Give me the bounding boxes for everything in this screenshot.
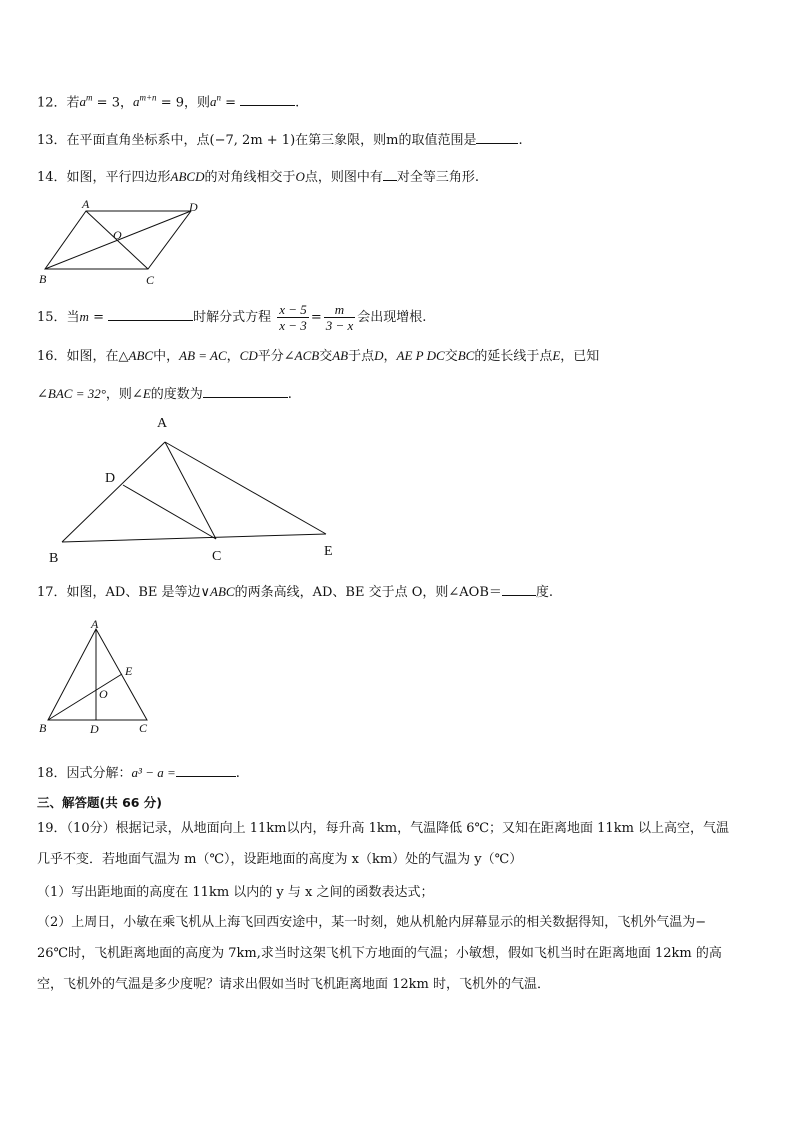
q16-d: 平分: [257, 349, 284, 364]
q16-cd: CD: [239, 348, 258, 363]
q13-mid: 在第三象限，则m的取值范围是: [295, 133, 477, 148]
question-15: 15．当m = 时解分式方程 $\frac{x - 5}{x - 3}$ = $\frac{m}{3 - x}$ 会出现增根.: [37, 302, 427, 333]
q16-acb: ∠ACB: [283, 348, 320, 363]
q19-line-3: （1）写出距地面的高度在 11km 以内的 y 与 x 之间的函数表达式；: [37, 885, 434, 900]
q17-end: 度.: [535, 585, 554, 600]
q18-answer-blank[interactable]: [176, 764, 236, 777]
q16-ept: E: [552, 348, 561, 363]
q14-text: 14．如图，平行四边形: [37, 170, 171, 185]
question-14: [37, 168, 479, 187]
figure-17-equilateral-triangle: [36, 616, 161, 738]
q16-angle-e: ∠E: [131, 386, 151, 401]
q16-ab2: AB: [332, 348, 349, 363]
label-e: E: [324, 544, 333, 559]
q16-answer-blank[interactable]: [203, 385, 288, 398]
q14-mid: 的对角线相交于: [204, 170, 296, 185]
q16-f: 于点: [348, 349, 375, 364]
q18-text: 18．因式分解：: [37, 766, 132, 781]
q16-e: 交: [319, 349, 333, 364]
q18-expr: a³ − a =: [131, 765, 176, 780]
q13-answer-blank[interactable]: [476, 131, 518, 144]
q14-post: 点，则图中有: [304, 170, 383, 185]
q12-a3: $a^n$: [210, 93, 221, 110]
question-12: [37, 89, 299, 112]
q16-tri: △ABC: [118, 348, 154, 363]
frac1-den: x − 3: [279, 318, 307, 333]
q12-text: 12．若: [37, 95, 80, 111]
q16-b: 中，: [153, 349, 180, 364]
q15-text: 15．当: [37, 310, 80, 325]
q18-end: .: [235, 766, 240, 781]
q14-answer-blank[interactable]: [383, 168, 397, 181]
label-c: C: [146, 273, 155, 287]
label-a: A: [82, 198, 90, 211]
q16-bac: ∠BAC = 32°: [37, 386, 106, 401]
q15-end: 会出现增根.: [357, 310, 427, 325]
q16-a: 16．如图，在: [37, 349, 119, 364]
q15-fraction-left: [277, 302, 309, 333]
q16-bc: BC: [457, 348, 475, 363]
q13-end: .: [518, 133, 523, 148]
question-17: [37, 583, 553, 602]
question-16-line-1: [37, 347, 599, 366]
q17-answer-blank[interactable]: [502, 583, 536, 596]
q13-point: (−7, 2m + 1): [209, 133, 296, 148]
q17-text: 17．如图，AD、BE 是等边: [37, 585, 201, 600]
q19-line-2: 几乎不变．若地面气温为 m（℃），设距地面的高度为 x（km）处的气温为 y（℃）: [37, 852, 523, 867]
q16-dpt: D: [374, 348, 384, 363]
q16-j: ，已知: [560, 349, 600, 364]
label-d: D: [105, 471, 116, 486]
label-b: B: [39, 272, 47, 286]
label-a: A: [91, 617, 99, 631]
question-16-line-2: [37, 385, 292, 404]
q16-c: ，: [226, 349, 240, 364]
q12-eq1: = 3，: [92, 95, 133, 111]
q15-mid: 时解分式方程: [193, 310, 272, 325]
segment-ba: [62, 442, 165, 542]
altitude-be: [48, 674, 122, 720]
label-c: C: [212, 549, 222, 564]
q14-o: O: [295, 169, 305, 184]
q12-end: .: [295, 95, 300, 111]
q19-line-5: 26℃时，飞机距离地面的高度为 7km,求当时这架飞机下方地面的气温；小敏想，假如飞机当时在距离地面 12km 的高: [37, 946, 722, 961]
label-e: E: [125, 664, 133, 678]
label-a: A: [157, 416, 168, 431]
label-d: D: [90, 722, 99, 736]
q16-i: 的延长线于点: [474, 349, 553, 364]
q19-line-4: （2）上周日，小敏在乘飞机从上海飞回西安途中，某一时刻，她从机舱内屏幕显示的相关数据得知，飞机外气温为−: [37, 915, 707, 930]
q13-text: 13．在平面直角坐标系中，点: [37, 133, 210, 148]
q16-g: ，: [383, 349, 397, 364]
figure-14-parallelogram: [36, 198, 216, 290]
q12-eq3: =: [221, 95, 237, 111]
q17-post: 的两条高线，AD、BE 交于点 O，则∠AOB＝: [234, 585, 502, 600]
figure-16-triangle: [40, 410, 350, 570]
q19-line-6: 空，飞机外的气温是多少度呢？请求出假如当时飞机距离地面 12km 时，飞机外的气温．: [37, 977, 551, 992]
label-b: B: [39, 721, 47, 735]
q16-end: .: [287, 387, 292, 402]
q12-a2: $a^{m+n}$: [132, 93, 157, 110]
q15-eq: =: [88, 310, 104, 325]
q17-tri: ∨ABC: [200, 584, 235, 599]
q12-answer-blank[interactable]: [240, 93, 295, 106]
section-3-heading: 三、解答题(共 66 分): [37, 795, 163, 810]
label-o: O: [113, 228, 122, 242]
q16-h: 交: [444, 349, 458, 364]
frac2-num: m: [324, 302, 356, 318]
q15-answer-blank[interactable]: [108, 308, 193, 321]
label-o: O: [99, 687, 108, 701]
frac2-den: 3 − x: [325, 318, 354, 333]
q16-l2a: ，则: [105, 387, 132, 402]
q14-abcd: ABCD: [170, 169, 205, 184]
frac1-num: x − 5: [279, 302, 307, 317]
question-18: [37, 764, 240, 783]
q19-line-1: 19．（10分）根据记录，从地面向上 11km以内，每升高 1km，气温降低 6℃；又知在距离地面 11km 以上高空，气温: [37, 821, 730, 836]
segment-be: [62, 534, 326, 542]
question-13: [37, 131, 523, 150]
label-b: B: [49, 551, 59, 566]
label-d: D: [189, 200, 198, 214]
q15-m: m: [79, 309, 89, 324]
q15-fraction-right: [324, 302, 356, 333]
q16-l2b: 的度数为: [150, 387, 203, 402]
q12-eq2: = 9，则: [156, 95, 210, 111]
q14-end: 对全等三角形.: [396, 170, 480, 185]
q12-a1: $a^m$: [79, 93, 93, 110]
q16-aepdc: AE P DC: [396, 348, 445, 363]
q16-ab: AB = AC: [179, 348, 227, 363]
label-c: C: [139, 721, 148, 735]
